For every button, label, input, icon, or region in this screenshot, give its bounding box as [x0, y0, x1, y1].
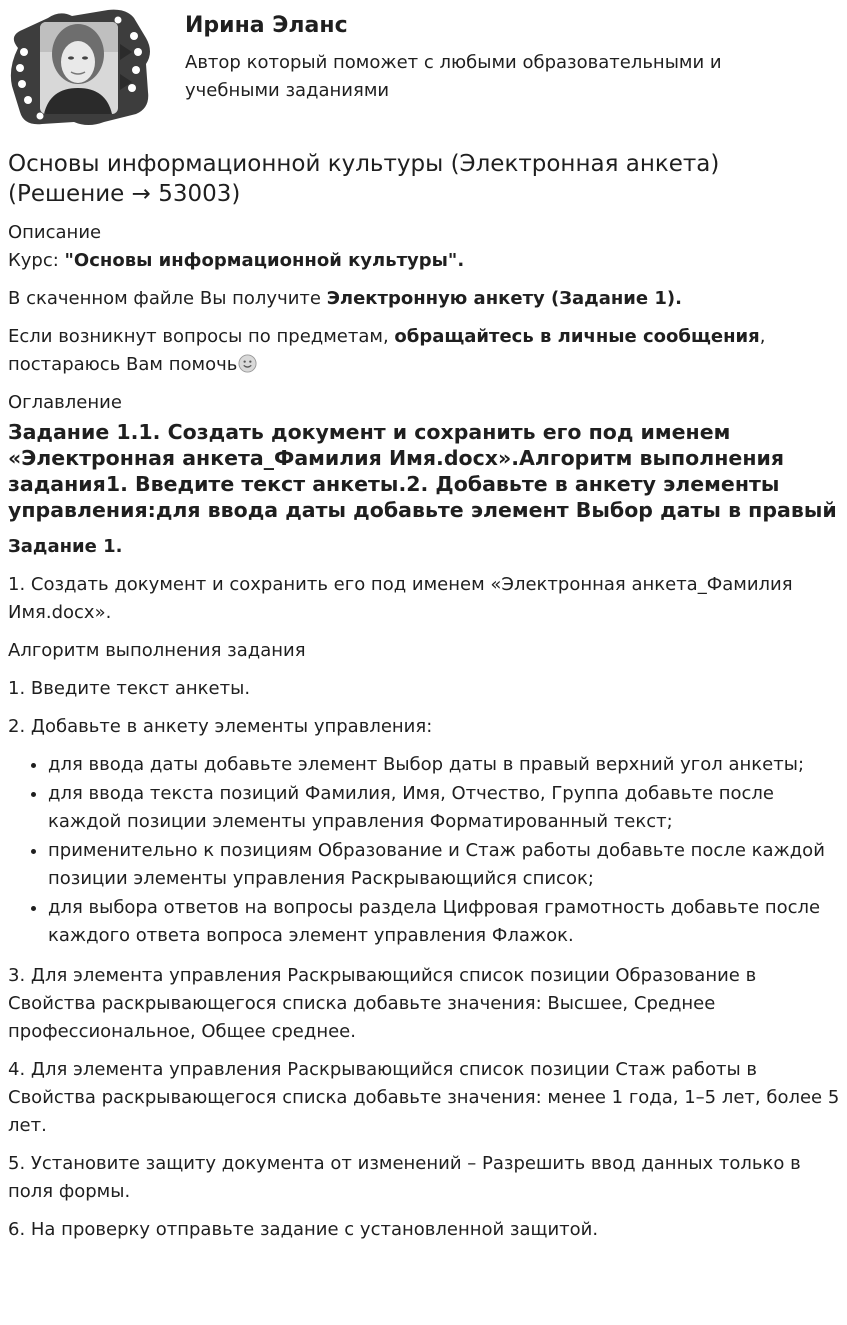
task-step-1: 1. Создать документ и сохранить его под именем «Электронная анкета_Фамилия Имя.docx».: [8, 574, 793, 623]
list-item: • для ввода даты добавьте элемент Выбор даты в правый верхний угол анкеты;: [48, 751, 840, 779]
course-line: [8, 247, 840, 275]
contact-suffix: , постараюсь Вам помочь: [8, 326, 766, 375]
task-bullet-list: [8, 751, 840, 950]
download-prefix: В скаченном файле Вы получите: [8, 288, 327, 309]
download-line: [8, 285, 840, 313]
page-title: Основы информационной культуры (Электронная анкета) (Решение → 53003): [8, 151, 720, 207]
author-description: Автор который поможет с любыми образовательными и учебными заданиями: [185, 52, 722, 101]
list-item: • применительно к позициям Образование и Стаж работы добавьте после каждой позиции элементы управления Раскрывающийся список;: [48, 837, 840, 893]
author-card: [8, 0, 840, 135]
task-step-enter: 1. Введите текст анкеты.: [8, 678, 251, 699]
task-step-5: 5. Установите защиту документа от изменений – Разрешить ввод данных только в поля формы.: [8, 1153, 801, 1202]
course-name: "Основы информационной культуры".: [64, 250, 465, 271]
contact-prefix: Если возникнут вопросы по предметам,: [8, 326, 395, 347]
task-step-add: 2. Добавьте в анкету элементы управления:: [8, 716, 433, 737]
list-item: • для ввода текста позиций Фамилия, Имя, Отчество, Группа добавьте после каждой позиции элементы управления Форматированный текст;: [48, 780, 840, 836]
course-prefix: Курс:: [8, 250, 65, 271]
list-item: • для выбора ответов на вопросы раздела Цифровая грамотность добавьте после каждого ответа вопроса элемент управления Флажок.: [48, 894, 840, 950]
description-label: Описание: [8, 222, 102, 243]
contact-bold: обращайтесь в личные сообщения: [394, 326, 760, 347]
task-title: Задание 1.: [8, 536, 123, 557]
author-name[interactable]: Ирина Эланс: [185, 13, 348, 38]
task-algorithm: Алгоритм выполнения задания: [8, 640, 306, 661]
author-avatar[interactable]: [8, 8, 150, 126]
download-bold: Электронную анкету (Задание 1).: [326, 288, 682, 309]
task-step-6: 6. На проверку отправьте задание с установленной защитой.: [8, 1219, 599, 1240]
task-step-4: 4. Для элемента управления Раскрывающийся список позиции Стаж работы в Свойства раскрывающегося списка добавьте значения: менее 1 года, 1–5 лет, более 5 лет.: [8, 1059, 840, 1136]
toc-label: Оглавление: [8, 392, 122, 413]
smile-icon: [238, 354, 257, 373]
toc-heading: Задание 1.1. Создать документ и сохранить его под именем «Электронная анкета_Фамилия Имя.docx».Алгоритм выполнения задания1. Введите текст анкеты.2. Добавьте в анкету элементы управления:для ввода даты добавьте элемент Выбор даты в правый: [8, 420, 837, 522]
page: [8, 0, 840, 1244]
task-step-3: 3. Для элемента управления Раскрывающийся список позиции Образование в Свойства раскрывающегося списка добавьте значения: Высшее, Среднее профессиональное, Общее среднее.: [8, 965, 757, 1042]
contact-line: [8, 323, 840, 379]
